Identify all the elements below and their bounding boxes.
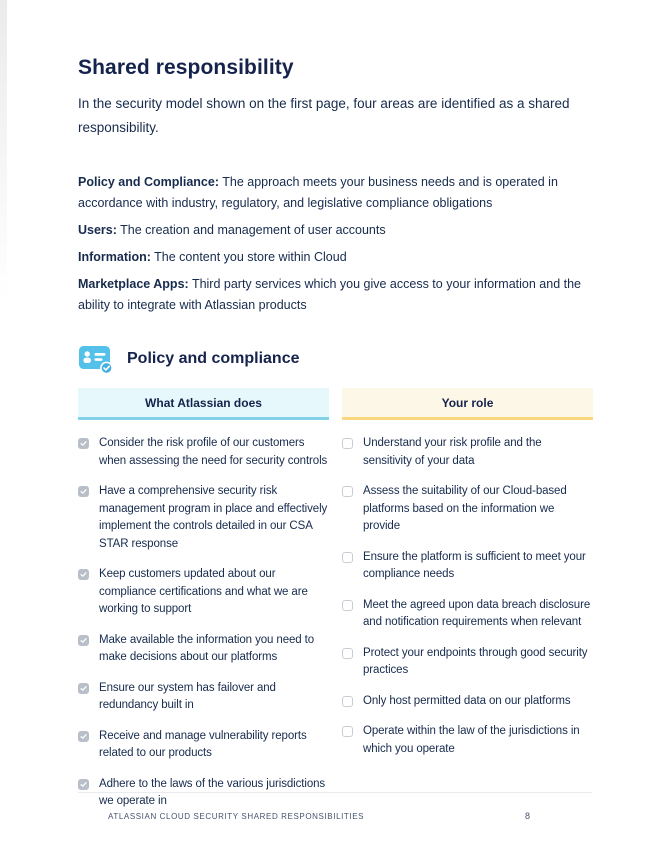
checklist-item-text: Ensure the platform is sufficient to meet your compliance needs xyxy=(363,550,586,580)
page-number: 8 xyxy=(524,811,530,821)
checklist-item-text: Keep customers updated about our compliance certifications and what we are working to support xyxy=(99,568,308,615)
definition-text: The creation and management of user accounts xyxy=(120,223,386,237)
definition-term: Marketplace Apps: xyxy=(78,277,189,291)
definition-information xyxy=(78,247,592,268)
definition-term: Policy and Compliance: xyxy=(78,175,220,189)
definition-text: Third party services which you give access to your information and the ability to integrate with Atlassian products xyxy=(78,277,582,312)
definition-policy-and-compliance xyxy=(78,172,592,214)
checkbox-unchecked-icon xyxy=(342,696,353,707)
definition-marketplace-apps xyxy=(78,274,592,316)
checklist-item-text: Meet the agreed upon data breach disclosure and notification requirements when relevant xyxy=(363,598,591,628)
checkbox-checked-icon xyxy=(78,731,89,742)
checklist-item-text: Have a comprehensive security risk management program in place and effectively implement the controls detailed in our CSA STAR response xyxy=(99,485,328,550)
checkbox-checked-icon xyxy=(78,486,89,497)
definition-text: The content you store within Cloud xyxy=(154,250,347,264)
checklist-item-text: Ensure our system has failover and redundancy built in xyxy=(99,681,276,711)
checklist-item-text: Consider the risk profile of our customers when assessing the need for security controls xyxy=(99,437,328,467)
id-card-check-icon xyxy=(78,343,114,375)
checklist-item-text: Operate within the law of the jurisdictions in which you operate xyxy=(363,725,580,755)
checklist-item xyxy=(342,549,593,584)
column-header-your-role xyxy=(342,388,593,420)
checklist-item xyxy=(78,728,329,763)
checklist-item-text: Understand your risk profile and the sensitivity of your data xyxy=(363,437,542,467)
checklist-item xyxy=(342,645,593,680)
checklist-item-text: Make available the information you need to make decisions about our platforms xyxy=(99,633,315,663)
page-title: Shared responsibility xyxy=(78,56,294,79)
page-footer xyxy=(78,792,592,821)
definition-text: The approach meets your business needs and is operated in accordance with industry, regulatory, and legislative compliance obligations xyxy=(78,175,558,210)
definition-term: Information: xyxy=(78,250,151,264)
section-heading: Policy and compliance xyxy=(127,350,300,367)
column-what-atlassian-does xyxy=(78,388,329,824)
checklist-atlassian xyxy=(78,435,329,811)
column-header-label: Your role xyxy=(441,395,494,410)
footer-label: ATLASSIAN CLOUD SECURITY SHARED RESPONSIBILITIES xyxy=(108,812,365,821)
checkbox-checked-icon xyxy=(78,438,89,449)
checkbox-checked-icon xyxy=(78,683,89,694)
checkbox-checked-icon xyxy=(78,779,89,790)
checklist-item xyxy=(342,723,593,758)
section-header xyxy=(78,343,592,375)
checkbox-unchecked-icon xyxy=(342,552,353,563)
intro-paragraph: In the security model shown on the first page, four areas are identified as a shared responsibility. xyxy=(78,96,570,135)
checklist-item xyxy=(78,566,329,619)
checkbox-checked-icon xyxy=(78,635,89,646)
checkbox-unchecked-icon xyxy=(342,726,353,737)
definition-term: Users: xyxy=(78,223,117,237)
page-edge-shadow xyxy=(0,0,7,300)
checklist-item-text: Assess the suitability of our Cloud-based platforms based on the information we provide xyxy=(363,485,567,532)
checklist-item xyxy=(342,483,593,536)
checkbox-checked-icon xyxy=(78,569,89,580)
column-your-role xyxy=(342,388,593,824)
checklist-your-role xyxy=(342,435,593,758)
checkbox-unchecked-icon xyxy=(342,648,353,659)
checklist-item-text: Only host permitted data on our platforms xyxy=(363,694,571,707)
definitions-list xyxy=(78,172,592,316)
checklist-item xyxy=(78,435,329,470)
checklist-item-text: Receive and manage vulnerability reports related to our products xyxy=(99,729,307,759)
checklist-item xyxy=(342,435,593,470)
checkbox-unchecked-icon xyxy=(342,486,353,497)
checklist-item xyxy=(342,693,593,711)
column-header-label: What Atlassian does xyxy=(145,395,262,410)
checkbox-unchecked-icon xyxy=(342,438,353,449)
checklist-item xyxy=(342,597,593,632)
checklist-item-text: Protect your endpoints through good security practices xyxy=(363,646,588,676)
checklist-item xyxy=(78,632,329,667)
definition-users xyxy=(78,220,592,241)
column-header-atlassian xyxy=(78,388,329,420)
checklist-item-text: Adhere to the laws of the various jurisdictions we operate in xyxy=(99,777,326,807)
checklist-item xyxy=(78,483,329,553)
responsibility-table xyxy=(78,388,592,824)
checkbox-unchecked-icon xyxy=(342,600,353,611)
checklist-item xyxy=(78,680,329,715)
